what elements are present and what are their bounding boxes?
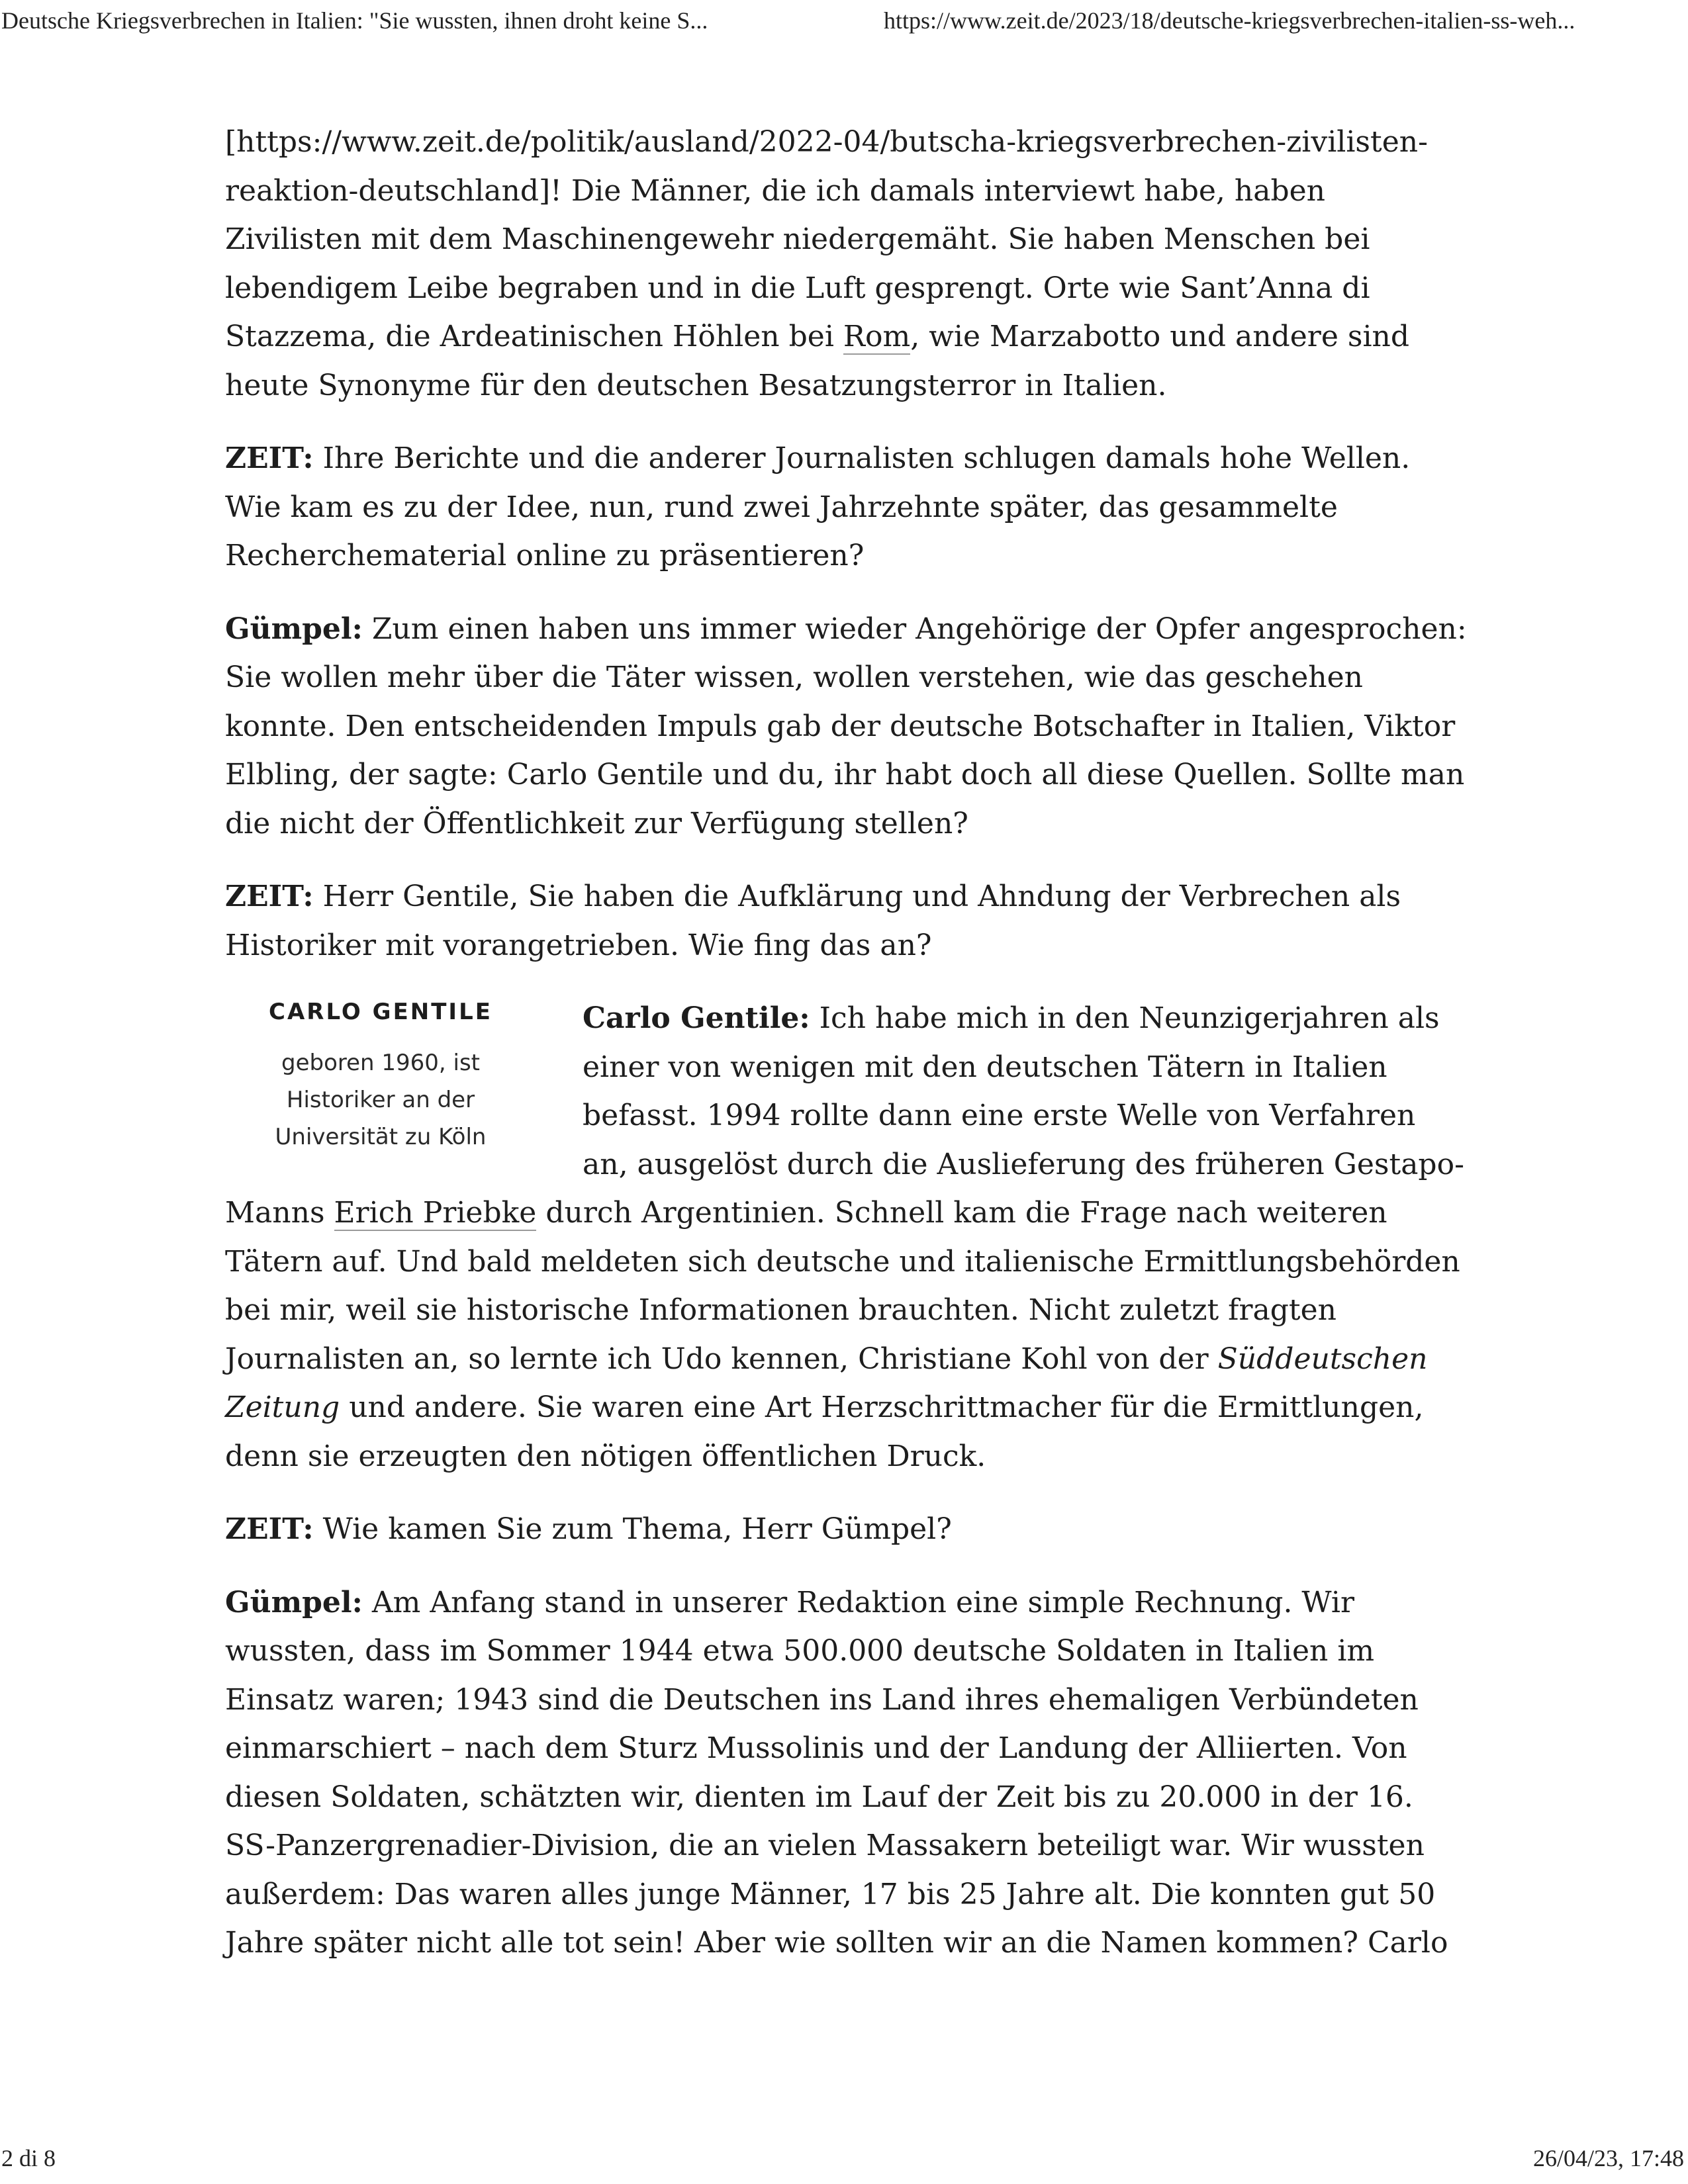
paragraph-text: Ich habe mich in den Neunzigerjahren als einer von wenigen mit den deutschen Tätern in Italien befasst. 1994 rollte dann eine erste Welle von Verfahren an, ausgelöst durch die Auslieferung des früheren Gestapo-Manns <box>225 1001 1464 1230</box>
paragraph-text: Herr Gentile, Sie haben die Aufklärung und Ahndung der Verbrechen als Historiker mit vorangetrieben. Wie fing das an? <box>225 880 1401 962</box>
speaker-label: ZEIT: <box>225 880 314 913</box>
paragraph-text: , wie Marzabotto und andere sind heute Synonyme für den deutschen Besatzungsterror in Italien. <box>225 320 1410 402</box>
paragraph-text: [https://www.zeit.de/politik/ausland/2022-04/butscha-kriegsverbrechen-zivilisten-reaktion-deutschland]! Die Männer, die ich damals interviewt habe, haben Zivilisten mit dem Maschinengewehr niedergemäht. Sie haben Menschen bei lebendigem Leibe begraben und in die Luft gesprengt. Orte wie Sant’Anna di Stazzema, die Ardeatinischen Höhlen bei <box>225 125 1428 353</box>
paragraph-3 <box>225 605 1470 848</box>
author-bio: geboren 1960, ist Historiker an der Universität zu Köln <box>275 1050 487 1150</box>
paragraph-2 <box>225 434 1470 580</box>
print-header-url: https://www.zeit.de/2023/18/deutsche-kriegsverbrechen-italien-ss-weh... <box>884 7 1575 34</box>
print-footer <box>0 2144 1688 2177</box>
paragraph-7 <box>225 1578 1470 1968</box>
paragraph-text: Zum einen haben uns immer wieder Angehörige der Opfer angesprochen: Sie wollen mehr über die Täter wissen, wollen verstehen, wie das geschehen konnte. Den entscheidenden Impuls gab der deutsche Botschafter in Italien, Viktor Elbling, der sagte: Carlo Gentile und du, ihr habt doch all diese Quellen. Sollte man die nicht der Öffentlichkeit zur Verfügung stellen? <box>225 612 1467 841</box>
paragraph-6 <box>225 1505 1470 1554</box>
print-header-title: Deutsche Kriegsverbrechen in Italien: "Sie wussten, ihnen droht keine S... <box>1 7 708 34</box>
speaker-label: ZEIT: <box>225 1512 314 1546</box>
newspaper-name: Süddeutschen Zeitung <box>225 1342 1428 1424</box>
speaker-label: Gümpel: <box>225 612 363 646</box>
paragraph-text: durch Argentinien. Schnell kam die Frage nach weiteren Tätern auf. Und bald meldeten sich deutsche und italienische Ermittlungsbehörden bei mir, weil sie historische Informationen brauchten. Nicht zuletzt fragten Journalisten an, so lernte ich Udo kennen, Christiane Kohl von der <box>225 1196 1460 1376</box>
link-rom[interactable]: Rom <box>843 320 911 353</box>
author-name: CARLO GENTILE <box>269 999 492 1025</box>
print-header <box>0 7 1688 46</box>
speaker-label: Gümpel: <box>225 1585 363 1619</box>
author-info-box <box>225 994 536 1156</box>
paragraph-1 <box>225 118 1470 410</box>
paragraph-text: Wie kamen Sie zum Thema, Herr Gümpel? <box>313 1512 952 1546</box>
paragraph-text: Ihre Berichte und die anderer Journalisten schlugen damals hohe Wellen. Wie kam es zu der Idee, nun, rund zwei Jahrzehnte später, das gesammelte Recherchematerial online zu präsentieren? <box>225 441 1411 572</box>
speaker-label: Carlo Gentile: <box>583 1001 810 1035</box>
speaker-label: ZEIT: <box>225 441 314 475</box>
page-number: 2 di 8 <box>1 2145 56 2171</box>
paragraph-4 <box>225 872 1470 970</box>
paragraph-text: und andere. Sie waren eine Art Herzschrittmacher für die Ermittlungen, denn sie erzeugten den nötigen öffentlichen Druck. <box>225 1390 1424 1473</box>
link-erich-priebke[interactable]: Erich Priebke <box>334 1196 537 1230</box>
article-body <box>225 118 1470 1992</box>
print-datetime: 26/04/23, 17:48 <box>1532 2145 1684 2171</box>
paragraph-text: Am Anfang stand in unserer Redaktion eine simple Rechnung. Wir wussten, dass im Sommer 1944 etwa 500.000 deutsche Soldaten in Italien im Einsatz waren; 1943 sind die Deutschen ins Land ihres ehemaligen Verbündeten einmarschiert – nach dem Sturz Mussolinis und der Landung der Alliierten. Von diesen Soldaten, schätzten wir, dienten im Lauf der Zeit bis zu 20.000 in der 16. SS-Panzergrenadier-Division, die an vielen Massakern beteiligt war. Wir wussten außerdem: Das waren alles junge Männer, 17 bis 25 Jahre alt. Die konnten gut 50 Jahre später nicht alle tot sein! Aber wie sollten wir an die Namen kommen? Carlo <box>225 1585 1448 1960</box>
